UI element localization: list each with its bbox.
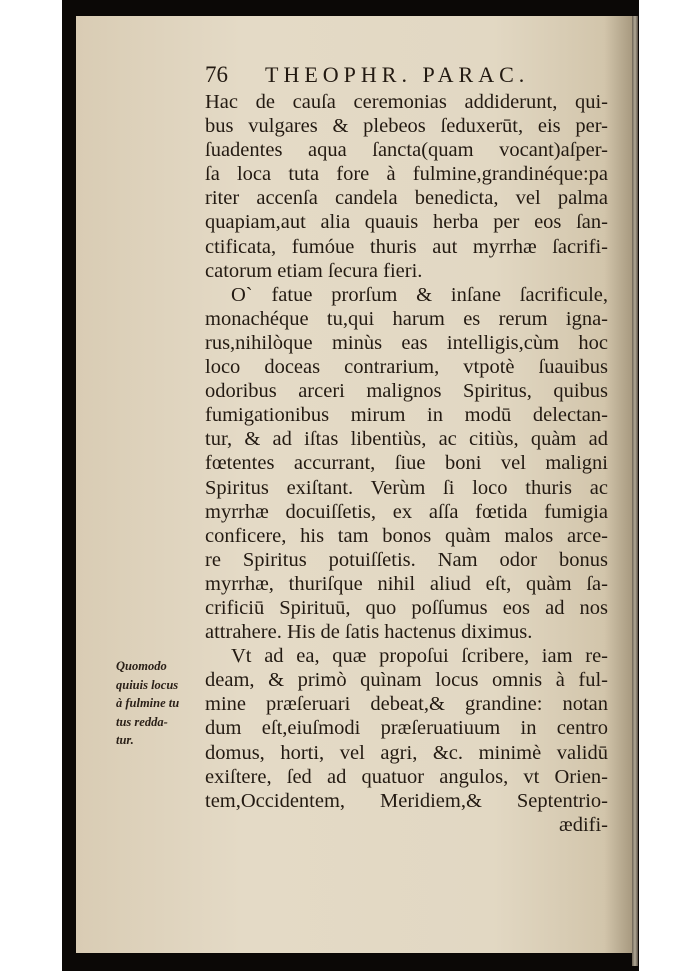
marginal-note-line: à fulmine tu: [116, 696, 180, 711]
text-line: crificiū Spirituū, quo poſſumus eos ad nos: [205, 596, 608, 619]
catchword: ædifi-: [559, 813, 608, 836]
running-title: THEOPHR. PARAC.: [265, 62, 530, 87]
marginal-note-line: tur.: [116, 733, 134, 748]
body-text: [205, 90, 608, 813]
text-line: exiſtere, ſed ad quatuor angulos, vt Orien-: [205, 765, 608, 788]
text-line: catorum etiam ſecura fieri.: [205, 259, 423, 282]
marginal-note-line: quiuis locus: [116, 677, 179, 692]
page-number: 76: [205, 62, 228, 87]
text-line: odoribus arceri malignos Spiritus, quibus: [205, 380, 608, 403]
marginal-note-line: tus redda-: [116, 714, 168, 729]
paragraph: [205, 90, 608, 283]
text-line: Hac de cauſa ceremonias addiderunt, qui-: [205, 91, 608, 113]
text-line: rus,nihilòque minùs eas intelligis,cùm hoc: [205, 331, 608, 354]
text-line: fumigationibus mirum in modū delectan-: [205, 404, 608, 427]
text-line: dum eſt,eiuſmodi præſeruatiuum in centro: [205, 717, 608, 740]
text-line: fœtentes accurrant, ſiue boni vel maligni: [205, 452, 608, 475]
text-line: monachéque tu,qui harum es rerum igna-: [205, 307, 608, 330]
text-line: ctificata, fumóue thuris aut myrrhæ ſacrifi-: [205, 235, 608, 258]
paragraph: [205, 644, 608, 813]
page-edges: [632, 16, 638, 966]
text-line: O` fatue prorſum & inſane ſacrificule,: [231, 283, 608, 306]
text-line: re Spiritus potuiſſetis. Nam odor bonus: [205, 548, 608, 571]
page-text: [205, 60, 608, 837]
text-line: myrrhæ, thuriſque nihil aliud eſt, quàm ſa-: [205, 572, 608, 595]
text-line: Spiritus exiſtant. Verùm ſi loco thuris ac: [205, 476, 608, 499]
text-line: mine præſeruari debeat,& grandine: notan: [205, 693, 608, 716]
text-line: loco doceas contrarium, vtpotè ſuauibus: [205, 356, 608, 379]
text-line: attrahere. His de ſatis hactenus diximus.: [205, 621, 533, 644]
text-line: domus, horti, vel agri, &c. minimè validū: [205, 741, 608, 764]
text-line: quapiam,aut alia quauis herba per eos ſan-: [205, 211, 608, 234]
text-line: myrrhæ docuiſſetis, ex aſſa fœtida fumigia: [205, 500, 608, 523]
marginal-note-line: Quomodo: [116, 659, 167, 673]
text-line: ſa loca tuta fore à fulmine,grandinéque:pa: [205, 163, 608, 186]
text-line: conficere, his tam bonos quàm malos arce-: [205, 524, 608, 547]
text-line: tur, & ad iſtas libentiùs, ac citiùs, quàm ad: [205, 428, 608, 451]
paragraph: [205, 283, 608, 644]
text-line: bus vulgares & plebeos ſeduxerūt, eis per-: [205, 115, 608, 138]
text-line: deam, & primò quìnam locus omnis à ful-: [205, 669, 608, 692]
marginal-note: [116, 657, 204, 750]
text-line: Vt ad ea, quæ propoſui ſcribere, iam re-: [231, 645, 608, 668]
text-line: tem,Occidentem, Meridiem,& Septentrio-: [205, 789, 608, 812]
text-line: ſuadentes aqua ſancta(quam vocant)aſper-: [205, 139, 608, 162]
text-line: riter accenſa candela benedicta, vel palma: [205, 187, 608, 210]
running-header: [205, 60, 608, 90]
